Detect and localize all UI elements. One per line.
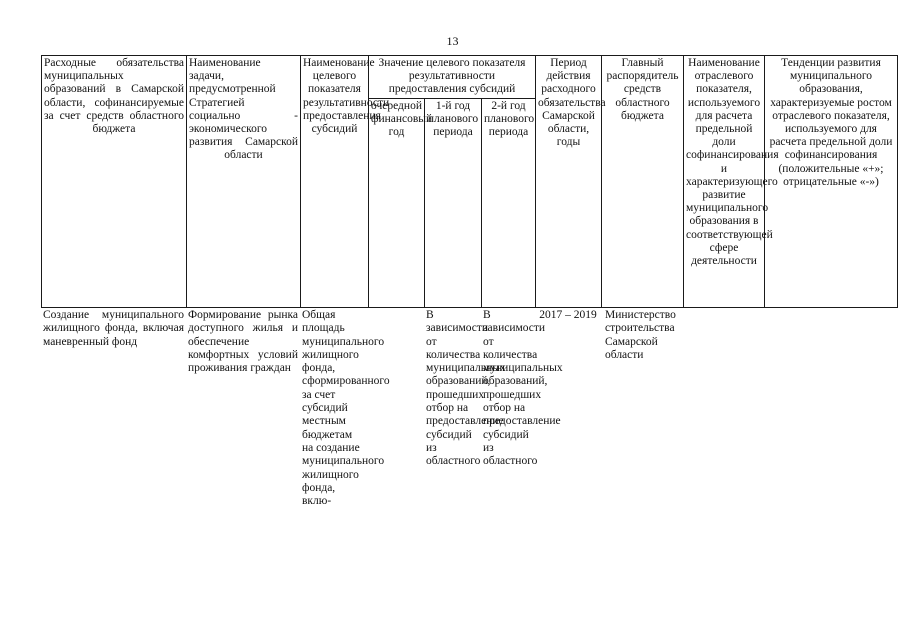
- header-plan-year-2: 2-й год планового периода: [482, 99, 536, 308]
- header-period: Период действия расходного обязательства Самарской области, годы: [536, 56, 602, 308]
- row-period: 2017 – 2019: [539, 309, 597, 321]
- row-plan-year-1: В зависимости от количества муниципальных образований, прошедших отбор на предоставление субсидий из областного: [426, 309, 506, 468]
- row-task: Формирование рынка доступного жилья и обеспечение комфортных условий проживания граждан: [188, 309, 298, 375]
- header-target-value: Значение целевого показателя результативности предоставления субсидий: [369, 56, 536, 99]
- header-obligations: Расходные обязательства муниципальных образований в Самарской области, софинансируемые за счет средств областного бюджета: [42, 56, 187, 308]
- header-task: Наименование задачи, предусмотренной Стратегией социально - экономического развития Самарской области: [187, 56, 301, 308]
- header-sector-indicator: Наименование отраслевого показателя, используемого для расчета предельной доли софинансирования и характеризующего развитие муниципального образования в соответствующей сфере деятельности: [684, 56, 765, 308]
- page-number: 13: [446, 34, 459, 48]
- table-row: [41, 309, 897, 634]
- header-indicator-name: Наименование целевого показателя результативности предоставления субсидий: [301, 56, 369, 308]
- header-trends: Тенденции развития муниципального образования, характеризуемые ростом отраслевого показателя, используемого для расчета предельной доли софинансирования (положительные «+»; отрицательные «-»): [765, 56, 898, 308]
- header-administrator: Главный распорядитель средств областного бюджета: [602, 56, 684, 308]
- header-current-year: очередной финансовый год: [369, 99, 425, 308]
- header-table: [41, 55, 898, 308]
- header-plan-year-1: 1-й год планового периода: [425, 99, 482, 308]
- row-indicator: Общая площадь муниципального жилищного фонда, сформированного за счет субсидий местным бюджетам на создание муниципального жилищного фонда, вклю-: [302, 309, 390, 508]
- row-obligation: Создание муниципального жилищного фонда, включая маневренный фонд: [43, 309, 184, 348]
- row-administrator: Министерство строительства Самарской области: [605, 309, 676, 361]
- row-plan-year-2: В зависимости от количества муниципальных образований, прошедших отбор на предоставление субсидий из областного: [483, 309, 563, 468]
